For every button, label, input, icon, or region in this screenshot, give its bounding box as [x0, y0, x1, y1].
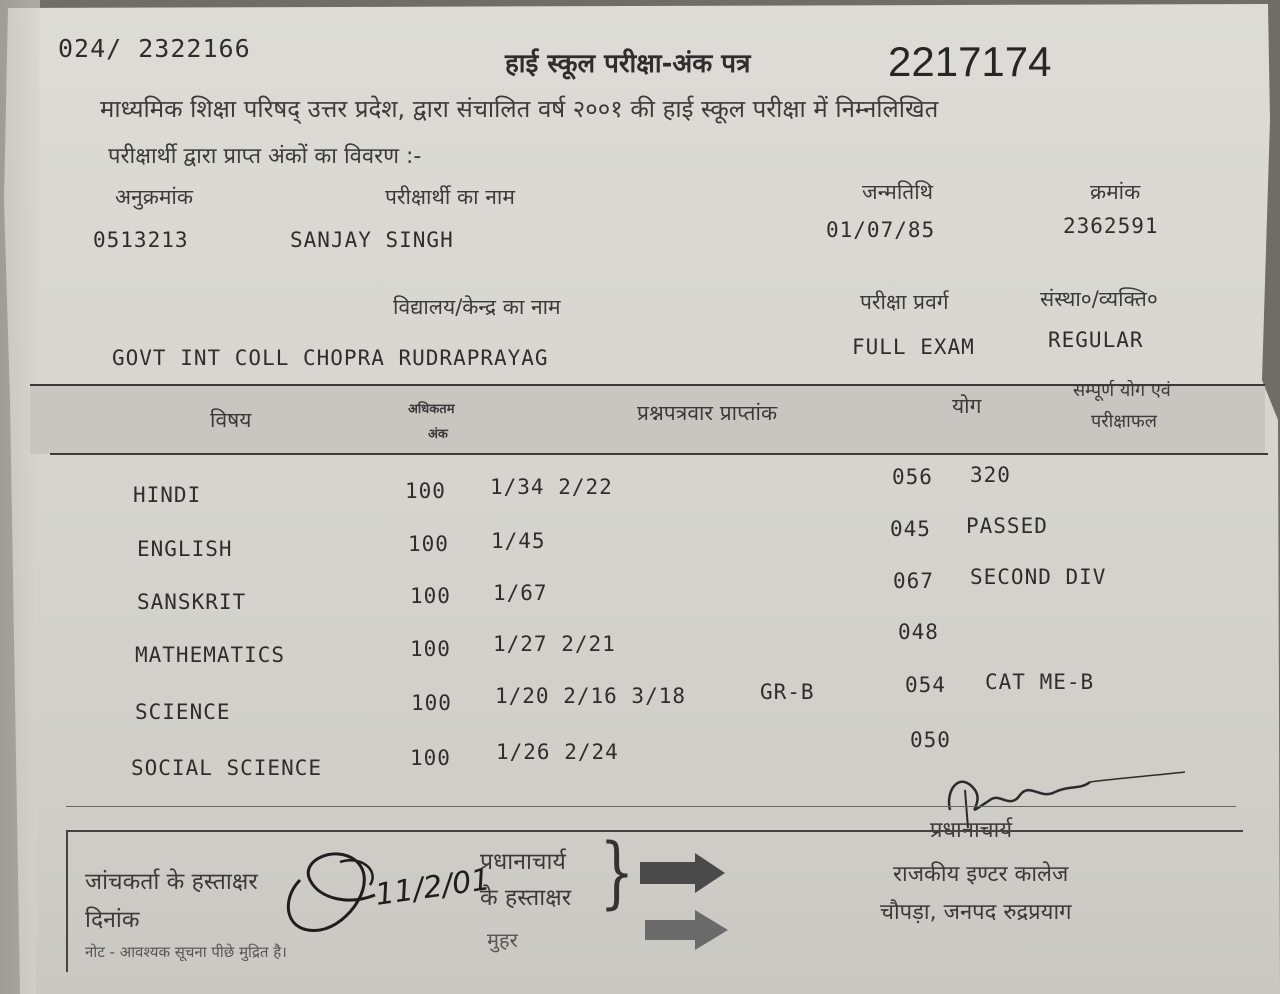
paper-marks-cell: 1/34 2/22 [490, 475, 613, 499]
result-cell: 320 [970, 463, 1011, 487]
max-marks-cell: 100 [405, 479, 446, 503]
max-marks-header-2: अंक [428, 427, 448, 442]
paperwise-marks-header: प्रश्नपत्रवार प्राप्तांक [637, 401, 778, 425]
max-marks-cell: 100 [410, 637, 451, 661]
document-title: हाई स्कूल परीक्षा-अंक पत्र [505, 49, 751, 79]
checker-signature-label: जांचकर्ता के हस्ताक्षर [85, 869, 258, 895]
total-cell: 045 [890, 517, 931, 541]
date-label: दिनांक [85, 907, 140, 933]
group-cell: GR-B [760, 680, 815, 704]
principal-signature-label-1: प्रधानाचार्य [480, 849, 566, 875]
school-label: विद्यालय/केन्द्र का नाम [393, 295, 561, 319]
college-name: राजकीय इण्टर कालेज [893, 862, 1069, 887]
result-cell: CAT ME-B [985, 670, 1095, 694]
category-label: परीक्षा प्रवर्ग [860, 290, 949, 314]
max-marks-cell: 100 [410, 584, 451, 608]
result-cell: PASSED [966, 514, 1048, 538]
intro-line-1: माध्यमिक शिक्षा परिषद् उत्तर प्रदेश, द्वारा संचालित वर्ष २००१ की हाई स्कूल परीक्षा में निम्नलिखित [100, 95, 939, 123]
candidate-name-label: परीक्षार्थी का नाम [385, 185, 515, 209]
total-cell: 048 [898, 620, 939, 644]
paper-marks-cell: 1/26 2/24 [496, 740, 619, 764]
intro-line-2: परीक्षार्थी द्वारा प्राप्त अंकों का विवरण :- [108, 144, 422, 169]
subject-cell: SOCIAL SCIENCE [131, 756, 323, 780]
grand-total-header-2: परीक्षाफल [1091, 411, 1157, 432]
roll-number-value: 0513213 [93, 228, 189, 252]
dob-value: 01/07/85 [826, 218, 936, 242]
brace-icon: } [599, 828, 635, 918]
serial-label: क्रमांक [1090, 180, 1141, 204]
principal-title: प्रधानाचार्य [930, 818, 1013, 843]
paper-marks-cell: 1/67 [493, 581, 548, 605]
max-marks-header-1: अधिकतम [408, 402, 455, 417]
subject-cell: ENGLISH [137, 537, 233, 561]
principal-signature-label-2: के हस्ताक्षर [480, 885, 572, 911]
dob-label: जन्मतिथि [862, 180, 934, 204]
subject-cell: MATHEMATICS [135, 643, 286, 667]
result-cell: SECOND DIV [970, 565, 1107, 589]
roll-number-label: अनुक्रमांक [115, 185, 193, 209]
paper-marks-cell: 1/20 2/16 3/18 [495, 684, 687, 708]
college-address: चौपड़ा, जनपद रुद्रप्रयाग [880, 900, 1072, 925]
max-marks-cell: 100 [410, 746, 451, 770]
footer-note: नोट - आवश्यक सूचना पीछे मुद्रित है। [85, 943, 287, 961]
max-marks-cell: 100 [408, 532, 449, 556]
serial-number: 2217174 [888, 38, 1052, 85]
total-cell: 056 [892, 465, 933, 489]
total-cell: 054 [905, 673, 946, 697]
subject-cell: HINDI [133, 483, 202, 507]
candidate-name-value: SANJAY SINGH [290, 228, 454, 252]
serial-value: 2362591 [1063, 214, 1159, 238]
candidate-type-value: REGULAR [1048, 328, 1144, 352]
total-header: योग [952, 394, 982, 418]
school-value: GOVT INT COLL CHOPRA RUDRAPRAYAG [112, 346, 549, 370]
subject-cell: SANSKRIT [137, 590, 247, 614]
seal-label: मुहर [487, 928, 518, 952]
subject-cell: SCIENCE [135, 700, 231, 724]
paper-marks-cell: 1/45 [491, 529, 546, 553]
paper-marks-cell: 1/27 2/21 [493, 632, 616, 656]
category-value: FULL EXAM [852, 335, 975, 359]
grand-total-header-1: सम्पूर्ण योग एवं [1073, 380, 1171, 401]
reference-number: 024/ 2322166 [58, 34, 251, 63]
subject-header: विषय [210, 408, 252, 432]
total-cell: 067 [893, 569, 934, 593]
max-marks-cell: 100 [411, 691, 452, 715]
handwritten-date: 11/2/01 [373, 862, 493, 913]
candidate-type-label: संस्था०/व्यक्ति० [1040, 287, 1158, 311]
total-cell: 050 [910, 728, 951, 752]
